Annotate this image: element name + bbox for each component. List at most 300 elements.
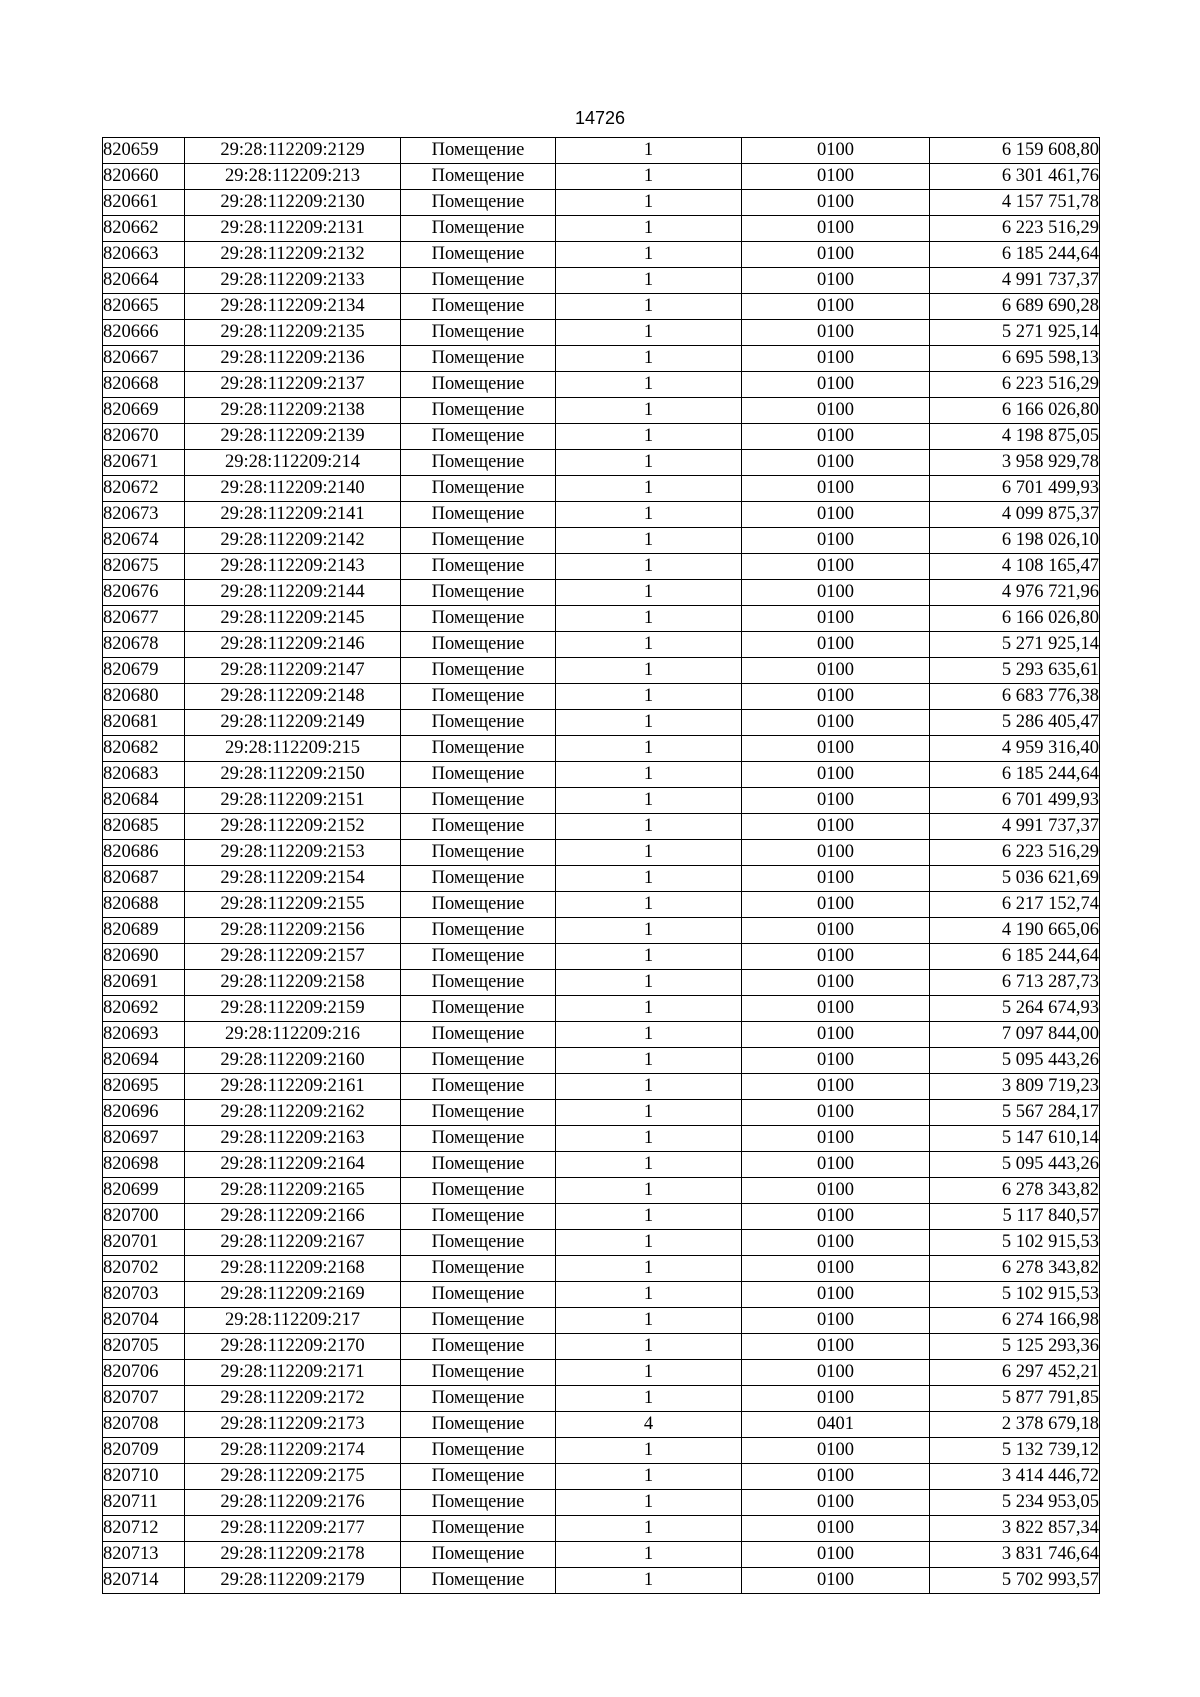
cadastral-number-cell: 29:28:112209:215: [185, 736, 401, 762]
object-type-cell: Помещение: [401, 372, 556, 398]
object-type-cell: Помещение: [401, 1516, 556, 1542]
cadastral-number-cell: 29:28:112209:2168: [185, 1256, 401, 1282]
cadastral-number-cell: 29:28:112209:2171: [185, 1360, 401, 1386]
row-number-cell: 820669: [103, 398, 185, 424]
cadastral-value-cell: 5 102 915,53: [930, 1230, 1100, 1256]
cadastral-value-cell: 6 278 343,82: [930, 1178, 1100, 1204]
cadastral-number-cell: 29:28:112209:2160: [185, 1048, 401, 1074]
code-cell: 0100: [742, 788, 930, 814]
count-cell: 1: [556, 1100, 742, 1126]
count-cell: 1: [556, 1516, 742, 1542]
row-number-cell: 820693: [103, 1022, 185, 1048]
cadastral-number-cell: 29:28:112209:2151: [185, 788, 401, 814]
cadastral-value-cell: 6 223 516,29: [930, 840, 1100, 866]
code-cell: 0100: [742, 398, 930, 424]
count-cell: 1: [556, 1386, 742, 1412]
table-row: [103, 684, 1100, 710]
code-cell: 0100: [742, 866, 930, 892]
cadastral-number-cell: 29:28:112209:2169: [185, 1282, 401, 1308]
cadastral-value-cell: 6 297 452,21: [930, 1360, 1100, 1386]
cadastral-value-cell: 6 223 516,29: [930, 372, 1100, 398]
page-number: 14726: [574, 108, 626, 128]
code-cell: 0100: [742, 710, 930, 736]
object-type-cell: Помещение: [401, 1334, 556, 1360]
cadastral-number-cell: 29:28:112209:2155: [185, 892, 401, 918]
count-cell: 1: [556, 554, 742, 580]
count-cell: 1: [556, 372, 742, 398]
row-number-cell: 820671: [103, 450, 185, 476]
row-number-cell: 820673: [103, 502, 185, 528]
object-type-cell: Помещение: [401, 1100, 556, 1126]
cadastral-value-cell: 3 831 746,64: [930, 1542, 1100, 1568]
row-number-cell: 820676: [103, 580, 185, 606]
object-type-cell: Помещение: [401, 1204, 556, 1230]
row-number-cell: 820668: [103, 372, 185, 398]
cadastral-number-cell: 29:28:112209:2176: [185, 1490, 401, 1516]
count-cell: 1: [556, 1048, 742, 1074]
count-cell: 1: [556, 346, 742, 372]
row-number-cell: 820682: [103, 736, 185, 762]
row-number-cell: 820710: [103, 1464, 185, 1490]
cadastral-number-cell: 29:28:112209:2177: [185, 1516, 401, 1542]
object-type-cell: Помещение: [401, 190, 556, 216]
code-cell: 0100: [742, 970, 930, 996]
cadastral-number-cell: 29:28:112209:2166: [185, 1204, 401, 1230]
table-row: [103, 1152, 1100, 1178]
code-cell: 0100: [742, 1334, 930, 1360]
row-number-cell: 820681: [103, 710, 185, 736]
table-row: [103, 1022, 1100, 1048]
cadastral-number-cell: 29:28:112209:2164: [185, 1152, 401, 1178]
table-row: [103, 554, 1100, 580]
table-row: [103, 450, 1100, 476]
table-row: [103, 1308, 1100, 1334]
code-cell: 0100: [742, 762, 930, 788]
table-row: [103, 1490, 1100, 1516]
count-cell: 1: [556, 1074, 742, 1100]
code-cell: 0100: [742, 1256, 930, 1282]
cadastral-value-cell: 7 097 844,00: [930, 1022, 1100, 1048]
object-type-cell: Помещение: [401, 606, 556, 632]
code-cell: 0100: [742, 1490, 930, 1516]
cadastral-value-cell: 5 567 284,17: [930, 1100, 1100, 1126]
cadastral-number-cell: 29:28:112209:214: [185, 450, 401, 476]
code-cell: 0100: [742, 1308, 930, 1334]
object-type-cell: Помещение: [401, 1308, 556, 1334]
object-type-cell: Помещение: [401, 320, 556, 346]
cadastral-number-cell: 29:28:112209:2163: [185, 1126, 401, 1152]
cadastral-number-cell: 29:28:112209:2173: [185, 1412, 401, 1438]
count-cell: 1: [556, 970, 742, 996]
cadastral-value-cell: 5 095 443,26: [930, 1152, 1100, 1178]
object-type-cell: Помещение: [401, 242, 556, 268]
table-row: [103, 424, 1100, 450]
table-row: [103, 164, 1100, 190]
row-number-cell: 820698: [103, 1152, 185, 1178]
code-cell: 0100: [742, 1152, 930, 1178]
row-number-cell: 820714: [103, 1568, 185, 1594]
table-row: [103, 1256, 1100, 1282]
code-cell: 0100: [742, 372, 930, 398]
cadastral-value-cell: 6 185 244,64: [930, 944, 1100, 970]
code-cell: 0100: [742, 1568, 930, 1594]
count-cell: 1: [556, 1022, 742, 1048]
code-cell: 0100: [742, 1282, 930, 1308]
count-cell: 1: [556, 1568, 742, 1594]
code-cell: 0100: [742, 892, 930, 918]
table-row: [103, 190, 1100, 216]
count-cell: 1: [556, 762, 742, 788]
row-number-cell: 820702: [103, 1256, 185, 1282]
cadastral-value-cell: 5 286 405,47: [930, 710, 1100, 736]
code-cell: 0100: [742, 1386, 930, 1412]
code-cell: 0100: [742, 1074, 930, 1100]
cadastral-number-cell: 29:28:112209:2158: [185, 970, 401, 996]
row-number-cell: 820662: [103, 216, 185, 242]
count-cell: 1: [556, 840, 742, 866]
code-cell: 0100: [742, 814, 930, 840]
object-type-cell: Помещение: [401, 1126, 556, 1152]
object-type-cell: Помещение: [401, 554, 556, 580]
count-cell: 1: [556, 1204, 742, 1230]
table-row: [103, 1074, 1100, 1100]
count-cell: 1: [556, 502, 742, 528]
cadastral-value-cell: 5 102 915,53: [930, 1282, 1100, 1308]
cadastral-value-cell: 5 264 674,93: [930, 996, 1100, 1022]
cadastral-value-cell: 4 198 875,05: [930, 424, 1100, 450]
table-row: [103, 346, 1100, 372]
code-cell: 0100: [742, 1464, 930, 1490]
object-type-cell: Помещение: [401, 1438, 556, 1464]
table-row: [103, 1204, 1100, 1230]
cadastral-value-cell: 6 217 152,74: [930, 892, 1100, 918]
row-number-cell: 820675: [103, 554, 185, 580]
table-row: [103, 788, 1100, 814]
cadastral-value-cell: 3 414 446,72: [930, 1464, 1100, 1490]
code-cell: 0100: [742, 268, 930, 294]
table-row: [103, 892, 1100, 918]
table-row: [103, 970, 1100, 996]
table-row: [103, 814, 1100, 840]
count-cell: 1: [556, 476, 742, 502]
code-cell: 0100: [742, 1126, 930, 1152]
object-type-cell: Помещение: [401, 684, 556, 710]
cadastral-number-cell: 29:28:112209:2144: [185, 580, 401, 606]
cadastral-number-cell: 29:28:112209:2133: [185, 268, 401, 294]
object-type-cell: Помещение: [401, 710, 556, 736]
row-number-cell: 820660: [103, 164, 185, 190]
table-row: [103, 1100, 1100, 1126]
count-cell: 1: [556, 944, 742, 970]
cadastral-value-cell: 3 958 929,78: [930, 450, 1100, 476]
object-type-cell: Помещение: [401, 736, 556, 762]
object-type-cell: Помещение: [401, 1412, 556, 1438]
count-cell: 1: [556, 866, 742, 892]
cadastral-value-cell: 6 223 516,29: [930, 216, 1100, 242]
cadastral-value-cell: 4 991 737,37: [930, 814, 1100, 840]
cadastral-value-cell: 4 099 875,37: [930, 502, 1100, 528]
object-type-cell: Помещение: [401, 1568, 556, 1594]
table-row: [103, 320, 1100, 346]
cadastral-number-cell: 29:28:112209:2140: [185, 476, 401, 502]
cadastral-value-cell: 6 701 499,93: [930, 476, 1100, 502]
object-type-cell: Помещение: [401, 840, 556, 866]
code-cell: 0100: [742, 1438, 930, 1464]
row-number-cell: 820699: [103, 1178, 185, 1204]
row-number-cell: 820665: [103, 294, 185, 320]
cadastral-number-cell: 29:28:112209:2146: [185, 632, 401, 658]
row-number-cell: 820683: [103, 762, 185, 788]
count-cell: 1: [556, 1178, 742, 1204]
cadastral-number-cell: 29:28:112209:2172: [185, 1386, 401, 1412]
row-number-cell: 820666: [103, 320, 185, 346]
code-cell: 0100: [742, 1542, 930, 1568]
count-cell: 1: [556, 684, 742, 710]
row-number-cell: 820688: [103, 892, 185, 918]
cadastral-number-cell: 29:28:112209:2159: [185, 996, 401, 1022]
cadastral-value-cell: 3 809 719,23: [930, 1074, 1100, 1100]
cadastral-number-cell: 29:28:112209:2148: [185, 684, 401, 710]
code-cell: 0100: [742, 918, 930, 944]
table-row: [103, 762, 1100, 788]
object-type-cell: Помещение: [401, 1022, 556, 1048]
cadastral-value-table: [102, 137, 1100, 1594]
table-row: [103, 294, 1100, 320]
row-number-cell: 820704: [103, 1308, 185, 1334]
cadastral-number-cell: 29:28:112209:2134: [185, 294, 401, 320]
cadastral-number-cell: 29:28:112209:2139: [185, 424, 401, 450]
cadastral-number-cell: 29:28:112209:2145: [185, 606, 401, 632]
code-cell: 0100: [742, 1230, 930, 1256]
table-row: [103, 1386, 1100, 1412]
cadastral-value-cell: 5 234 953,05: [930, 1490, 1100, 1516]
table-row: [103, 1178, 1100, 1204]
table-row: [103, 1516, 1100, 1542]
cadastral-number-cell: 29:28:112209:2137: [185, 372, 401, 398]
cadastral-value-cell: 6 185 244,64: [930, 762, 1100, 788]
table-row: [103, 944, 1100, 970]
code-cell: 0100: [742, 840, 930, 866]
object-type-cell: Помещение: [401, 762, 556, 788]
cadastral-value-cell: 5 271 925,14: [930, 632, 1100, 658]
code-cell: 0100: [742, 476, 930, 502]
row-number-cell: 820672: [103, 476, 185, 502]
cadastral-value-cell: 6 198 026,10: [930, 528, 1100, 554]
code-cell: 0100: [742, 1178, 930, 1204]
code-cell: 0100: [742, 346, 930, 372]
table-row: [103, 1542, 1100, 1568]
count-cell: 1: [556, 294, 742, 320]
object-type-cell: Помещение: [401, 1490, 556, 1516]
row-number-cell: 820701: [103, 1230, 185, 1256]
cadastral-value-cell: 5 036 621,69: [930, 866, 1100, 892]
cadastral-value-cell: 6 701 499,93: [930, 788, 1100, 814]
row-number-cell: 820663: [103, 242, 185, 268]
count-cell: 1: [556, 1464, 742, 1490]
cadastral-number-cell: 29:28:112209:2178: [185, 1542, 401, 1568]
row-number-cell: 820695: [103, 1074, 185, 1100]
table-row: [103, 736, 1100, 762]
table-row: [103, 1464, 1100, 1490]
cadastral-value-cell: 6 713 287,73: [930, 970, 1100, 996]
count-cell: 1: [556, 1152, 742, 1178]
cadastral-value-cell: 5 147 610,14: [930, 1126, 1100, 1152]
object-type-cell: Помещение: [401, 788, 556, 814]
row-number-cell: 820713: [103, 1542, 185, 1568]
table-row: [103, 840, 1100, 866]
cadastral-value-cell: 6 695 598,13: [930, 346, 1100, 372]
cadastral-number-cell: 29:28:112209:2136: [185, 346, 401, 372]
count-cell: 1: [556, 736, 742, 762]
object-type-cell: Помещение: [401, 1178, 556, 1204]
cadastral-number-cell: 29:28:112209:2141: [185, 502, 401, 528]
table-row: [103, 372, 1100, 398]
count-cell: 1: [556, 918, 742, 944]
code-cell: 0100: [742, 1204, 930, 1230]
code-cell: 0100: [742, 450, 930, 476]
row-number-cell: 820689: [103, 918, 185, 944]
count-cell: 1: [556, 632, 742, 658]
object-type-cell: Помещение: [401, 294, 556, 320]
table-row: [103, 996, 1100, 1022]
object-type-cell: Помещение: [401, 632, 556, 658]
table-row: [103, 1412, 1100, 1438]
cadastral-number-cell: 29:28:112209:2174: [185, 1438, 401, 1464]
cadastral-number-cell: 29:28:112209:2162: [185, 1100, 401, 1126]
table-row: [103, 268, 1100, 294]
cadastral-value-cell: 6 278 343,82: [930, 1256, 1100, 1282]
row-number-cell: 820687: [103, 866, 185, 892]
code-cell: 0100: [742, 242, 930, 268]
cadastral-number-cell: 29:28:112209:2143: [185, 554, 401, 580]
count-cell: 1: [556, 606, 742, 632]
code-cell: 0100: [742, 216, 930, 242]
code-cell: 0401: [742, 1412, 930, 1438]
object-type-cell: Помещение: [401, 476, 556, 502]
object-type-cell: Помещение: [401, 1074, 556, 1100]
table-row: [103, 216, 1100, 242]
cadastral-number-cell: 29:28:112209:2142: [185, 528, 401, 554]
row-number-cell: 820661: [103, 190, 185, 216]
object-type-cell: Помещение: [401, 216, 556, 242]
row-number-cell: 820678: [103, 632, 185, 658]
row-number-cell: 820703: [103, 1282, 185, 1308]
count-cell: 1: [556, 1230, 742, 1256]
count-cell: 1: [556, 996, 742, 1022]
count-cell: 1: [556, 710, 742, 736]
cadastral-number-cell: 29:28:112209:2152: [185, 814, 401, 840]
code-cell: 0100: [742, 606, 930, 632]
count-cell: 4: [556, 1412, 742, 1438]
row-number-cell: 820684: [103, 788, 185, 814]
count-cell: 1: [556, 164, 742, 190]
count-cell: 1: [556, 424, 742, 450]
row-number-cell: 820690: [103, 944, 185, 970]
row-number-cell: 820705: [103, 1334, 185, 1360]
object-type-cell: Помещение: [401, 1282, 556, 1308]
object-type-cell: Помещение: [401, 892, 556, 918]
cadastral-number-cell: 29:28:112209:2149: [185, 710, 401, 736]
cadastral-number-cell: 29:28:112209:217: [185, 1308, 401, 1334]
cadastral-number-cell: 29:28:112209:2156: [185, 918, 401, 944]
count-cell: 1: [556, 1308, 742, 1334]
object-type-cell: Помещение: [401, 502, 556, 528]
code-cell: 0100: [742, 1048, 930, 1074]
count-cell: 1: [556, 216, 742, 242]
row-number-cell: 820697: [103, 1126, 185, 1152]
table-body: [103, 138, 1100, 1594]
code-cell: 0100: [742, 632, 930, 658]
object-type-cell: Помещение: [401, 580, 556, 606]
code-cell: 0100: [742, 424, 930, 450]
object-type-cell: Помещение: [401, 814, 556, 840]
cadastral-number-cell: 29:28:112209:2132: [185, 242, 401, 268]
object-type-cell: Помещение: [401, 1386, 556, 1412]
row-number-cell: 820709: [103, 1438, 185, 1464]
code-cell: 0100: [742, 1360, 930, 1386]
cadastral-number-cell: 29:28:112209:2167: [185, 1230, 401, 1256]
count-cell: 1: [556, 1438, 742, 1464]
cadastral-number-cell: 29:28:112209:2150: [185, 762, 401, 788]
count-cell: 1: [556, 814, 742, 840]
row-number-cell: 820680: [103, 684, 185, 710]
object-type-cell: Помещение: [401, 1464, 556, 1490]
cadastral-number-cell: 29:28:112209:2147: [185, 658, 401, 684]
code-cell: 0100: [742, 164, 930, 190]
cadastral-value-cell: 4 157 751,78: [930, 190, 1100, 216]
row-number-cell: 820711: [103, 1490, 185, 1516]
cadastral-value-cell: 5 271 925,14: [930, 320, 1100, 346]
object-type-cell: Помещение: [401, 1542, 556, 1568]
count-cell: 1: [556, 1490, 742, 1516]
code-cell: 0100: [742, 1100, 930, 1126]
object-type-cell: Помещение: [401, 164, 556, 190]
row-number-cell: 820674: [103, 528, 185, 554]
object-type-cell: Помещение: [401, 1048, 556, 1074]
object-type-cell: Помещение: [401, 918, 556, 944]
row-number-cell: 820685: [103, 814, 185, 840]
count-cell: 1: [556, 190, 742, 216]
table-row: [103, 632, 1100, 658]
code-cell: 0100: [742, 190, 930, 216]
object-type-cell: Помещение: [401, 944, 556, 970]
cadastral-value-cell: 6 166 026,80: [930, 606, 1100, 632]
object-type-cell: Помещение: [401, 866, 556, 892]
object-type-cell: Помещение: [401, 970, 556, 996]
object-type-cell: Помещение: [401, 268, 556, 294]
table-row: [103, 1360, 1100, 1386]
count-cell: 1: [556, 268, 742, 294]
row-number-cell: 820667: [103, 346, 185, 372]
row-number-cell: 820664: [103, 268, 185, 294]
cadastral-value-cell: 6 166 026,80: [930, 398, 1100, 424]
table-row: [103, 606, 1100, 632]
cadastral-number-cell: 29:28:112209:2161: [185, 1074, 401, 1100]
count-cell: 1: [556, 1282, 742, 1308]
object-type-cell: Помещение: [401, 1230, 556, 1256]
code-cell: 0100: [742, 502, 930, 528]
count-cell: 1: [556, 320, 742, 346]
row-number-cell: 820659: [103, 138, 185, 164]
count-cell: 1: [556, 242, 742, 268]
object-type-cell: Помещение: [401, 450, 556, 476]
cadastral-number-cell: 29:28:112209:2179: [185, 1568, 401, 1594]
table-row: [103, 502, 1100, 528]
cadastral-value-cell: 5 132 739,12: [930, 1438, 1100, 1464]
cadastral-number-cell: 29:28:112209:2135: [185, 320, 401, 346]
object-type-cell: Помещение: [401, 996, 556, 1022]
cadastral-value-cell: 4 190 665,06: [930, 918, 1100, 944]
